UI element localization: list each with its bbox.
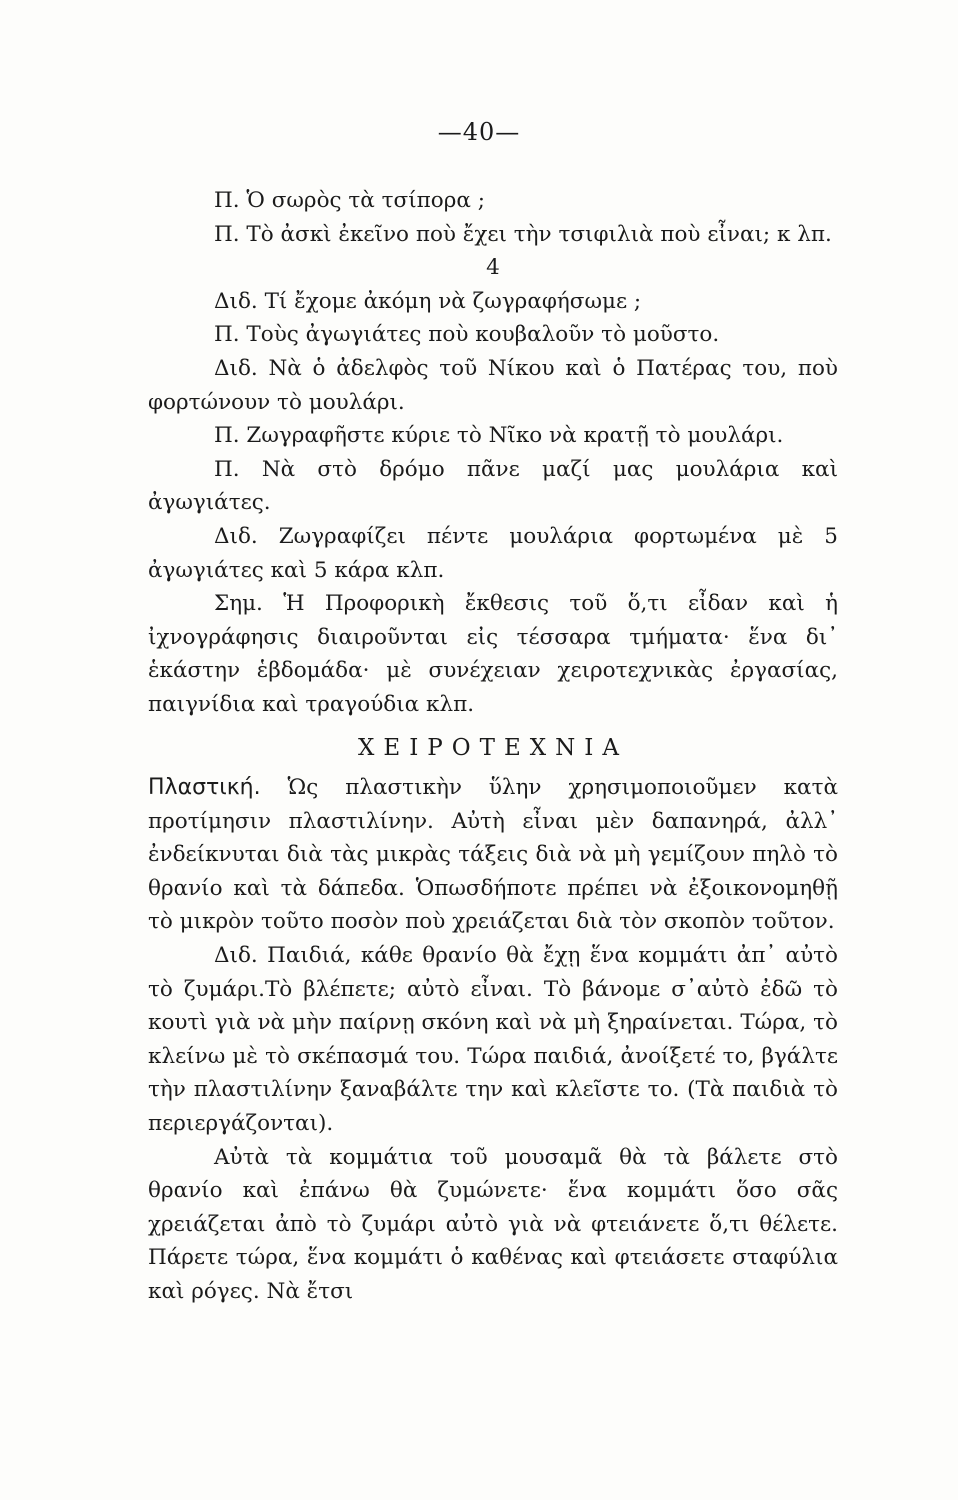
dialogue-line: Π. Ὁ σωρὸς τὰ τσίπορα ;: [214, 188, 485, 213]
dialogue-line: Π. Ζωγραφῆστε κύριε τὸ Νῖκο νὰ κρατῇ τὸ μουλάρι.: [214, 423, 784, 449]
dialogue-line: Π. Τὸ ἀσκὶ ἐκεῖνο ποὺ ἔχει τὴν τσιφιλιὰ ποὺ εἶναι; κ λπ.: [214, 221, 832, 247]
plastiki-text: Ὡς πλαστικὴν ὕλην χρησιμοποιοῦμεν κατὰ προτίμησιν πλαστιλίνην. Αὐτὴ εἶναι μὲν δαπανηρά, ἀλλ᾽ ἐνδείκνυται διὰ τὰς μικρὰς τάξεις διὰ νὰ μὴ γεμίζουν πηλὸ τὸ θρανίο καὶ τὰ δάπεδα. Ὁπωσδήποτε πρέπει νὰ ἐξοικονομηθῇ τὸ μικρὸν τοῦτο ποσὸν ποὺ χρειάζεται διὰ τὸν σκοπὸν τοῦτον.: [148, 775, 838, 935]
body-text: [148, 184, 838, 1309]
dialogue-paragraph: Αὐτὰ τὰ κομμάτια τοῦ μουσαμᾶ θὰ τὰ βάλετε στὸ θρανίο καὶ ἐπάνω θὰ ζυμώνετε· ἕνα κομμάτι ὅσο σᾶς χρειάζεται ἀπὸ τὸ ζυμάρι αὐτὸ γιὰ νὰ φτειάνετε ὅ,τι θέλετε. Πάρετε τώρα, ἕνα κομμάτι ὁ καθένας καὶ φτειάσετε σταφύλια καὶ ρόγες. Νὰ ἔτσι: [148, 1144, 838, 1304]
dialogue-paragraph: Διδ. Παιδιά, κάθε θρανίο θὰ ἔχῃ ἕνα κομμάτι ἀπ᾽ αὐτὸ τὸ ζυμάρι.Τὸ βλέπετε; αὐτὸ εἶναι. Τὸ βάνομε σ᾽αὐτὸ ἐδῶ τὸ κουτὶ γιὰ νὰ μὴν παίρνῃ σκόνη καὶ νὰ μὴ ξηραίνεται. Τώρα, τὸ κλείνω μὲ τὸ σκέπασμά του. Τώρα παιδιά, ἀνοίξετέ το, βγάλτε τὴν πλαστιλίνην ξαναβάλτε την καὶ κλεῖστε το. (Τὰ παιδιὰ τὸ περιεργάζονται).: [148, 943, 838, 1137]
plastiki-paragraph: [148, 771, 838, 939]
dialogue-line: Π. Νὰ στὸ δρόμο πᾶνε μαζί μας μουλάρια καὶ ἀγωγιάτες.: [148, 456, 838, 516]
dialogue-line: Διδ. Τί ἔχομε ἀκόμη νὰ ζωγραφήσωμε ;: [214, 288, 642, 314]
section-number: 4: [486, 255, 500, 281]
section-heading: ΧΕΙΡΟΤΕΧΝΙΑ: [358, 734, 628, 761]
note-paragraph: Σημ. Ἡ Προφορικὴ ἔκθεσις τοῦ ὅ,τι εἶδαν καὶ ἡ ἰχνογράφησις διαιροῦνται εἰς τέσσαρα τμήματα· ἕνα δι᾽ ἑκάστην ἑβδομάδα· μὲ συνέχειαν χειροτεχνικὰς ἐργασίας, παιγνίδια καὶ τραγούδια κλπ.: [148, 591, 838, 717]
dialogue-line: Διδ. Νὰ ὁ ἀδελφὸς τοῦ Νίκου καὶ ὁ Πατέρας του, ποὺ φορτώνουν τὸ μουλάρι.: [148, 355, 838, 415]
dialogue-line: Διδ. Ζωγραφίζει πέντε μουλάρια φορτωμένα μὲ 5 ἀγωγιάτες καὶ 5 κάρα κλπ.: [148, 523, 838, 583]
lead-term: Πλαστική.: [148, 775, 261, 801]
page-number: —40—: [437, 118, 521, 146]
dialogue-line: Π. Τοὺς ἀγωγιάτες ποὺ κουβαλοῦν τὸ μοῦστο.: [214, 322, 720, 348]
